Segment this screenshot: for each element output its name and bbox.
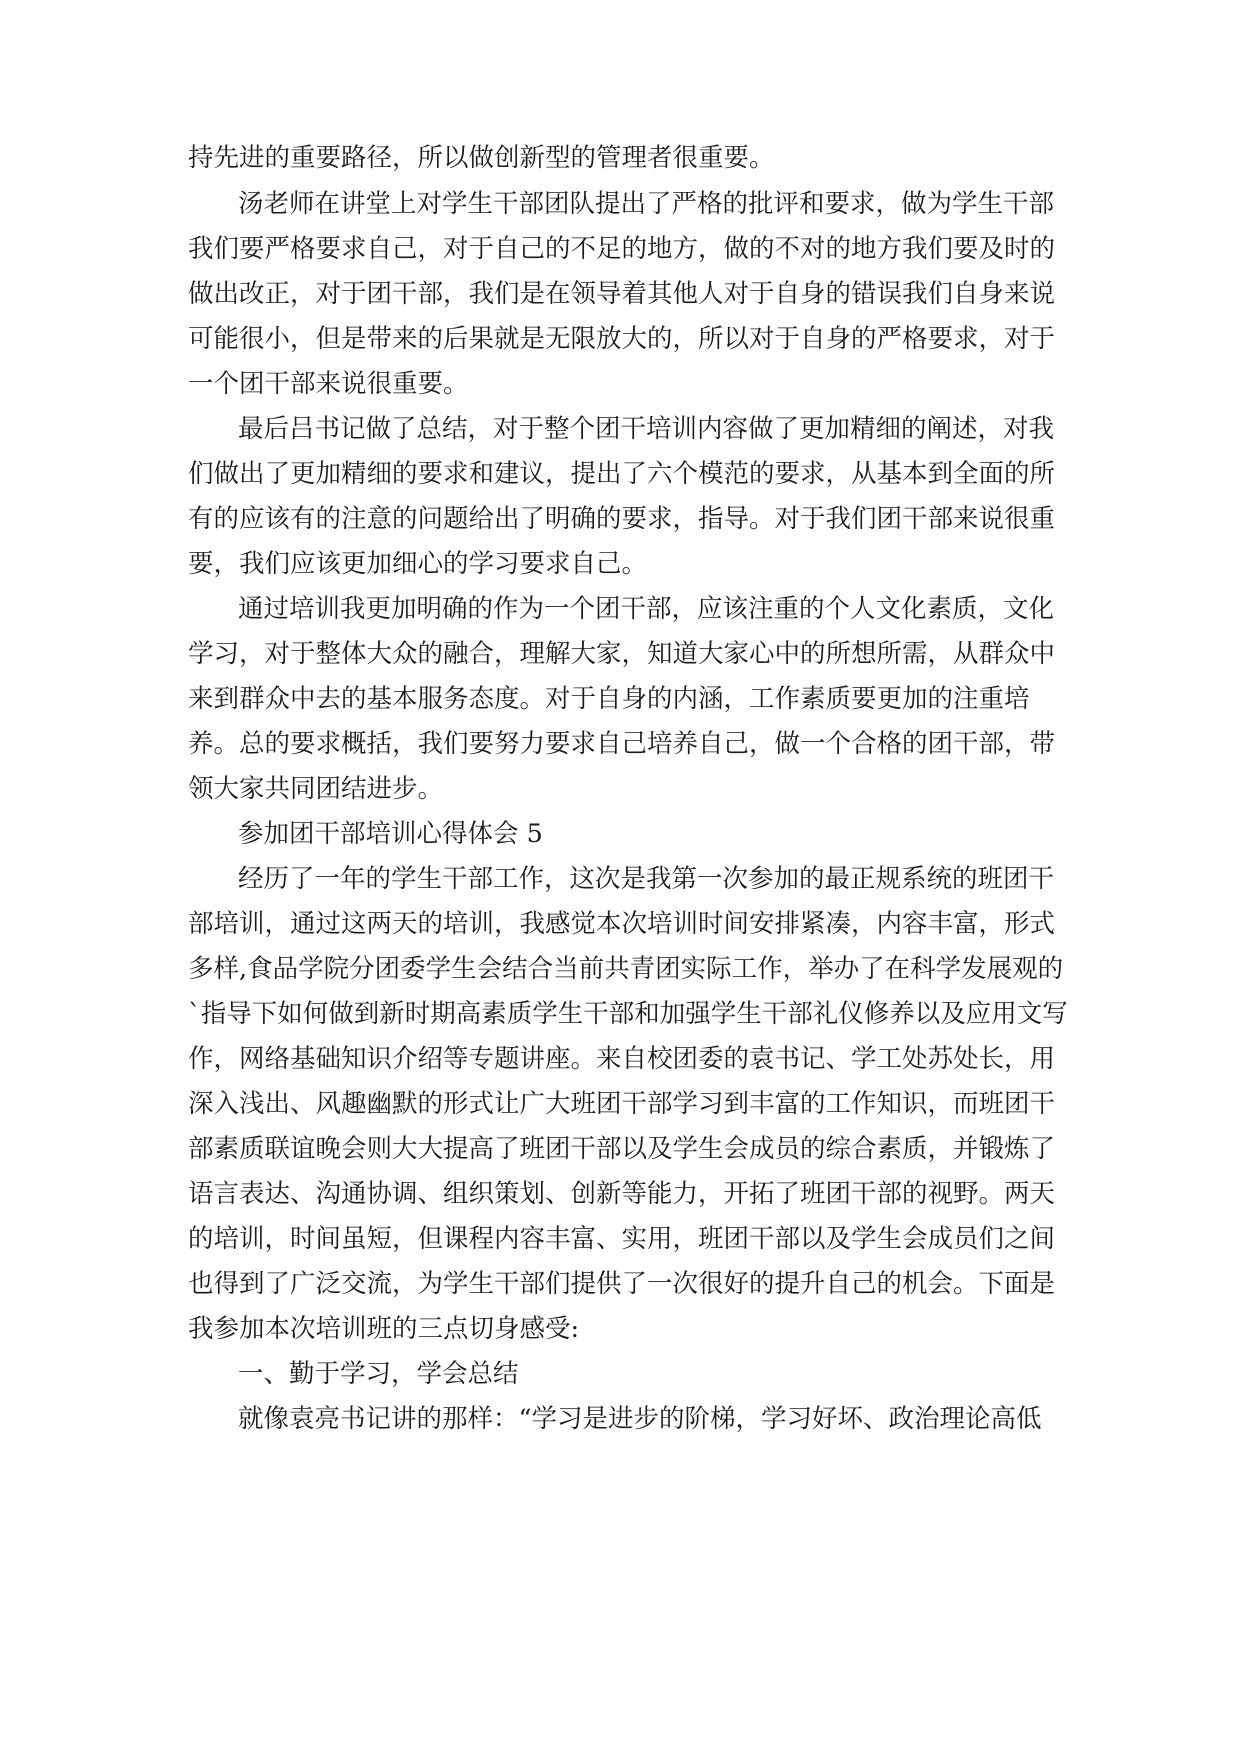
text-line: 深入浅出、风趣幽默的形式让广大班团干部学习到丰富的工作知识，而班团干 [188,1089,1056,1119]
text-line: 养。总的要求概括，我们要努力要求自己培养自己，做一个合格的团干部，带 [188,729,1056,759]
text-line: `指导下如何做到新时期高素质学生干部和加强学生干部礼仪修养以及应用文写 [188,999,1068,1029]
text-line: 通过培训我更加明确的作为一个团干部，应该注重的个人文化素质，文化 [238,594,1055,624]
text-line: 经历了一年的学生干部工作，这次是我第一次参加的最正规系统的班团干 [238,864,1055,894]
text-line: 有的应该有的注意的问题给出了明确的要求，指导。对于我们团干部来说很重 [188,504,1056,534]
text-line: 部培训，通过这两天的培训，我感觉本次培训时间安排紧凑，内容丰富，形式 [188,909,1056,939]
text-line: 也得到了广泛交流，为学生干部们提供了一次很好的提升自己的机会。下面是 [188,1269,1056,1299]
text-line: 最后吕书记做了总结，对于整个团干培训内容做了更加精细的阐述，对我 [238,414,1055,444]
text-line: 多样,食品学院分团委学生会结合当前共青团实际工作，举办了在科学发展观的 [188,954,1064,984]
text-line: 我参加本次培训班的三点切身感受: [188,1314,580,1344]
subheading: 一、勤于学习，学会总结 [238,1359,519,1389]
text-line: 部素质联谊晚会则大大提高了班团干部以及学生会成员的综合素质，并锻炼了 [188,1134,1056,1164]
text-line: 我们要严格要求自己，对于自己的不足的地方，做的不对的地方我们要及时的 [188,234,1056,264]
text-line: 来到群众中去的基本服务态度。对于自身的内涵，工作素质要更加的注重培 [188,684,1030,714]
text-line: 的培训，时间虽短，但课程内容丰富、实用，班团干部以及学生会成员们之间 [188,1224,1056,1254]
text-line: 持先进的重要路径，所以做创新型的管理者很重要。 [188,143,775,173]
text-line: 学习，对于整体大众的融合，理解大家，知道大家心中的所想所需，从群众中 [188,639,1056,669]
text-line: 领大家共同团结进步。 [188,774,444,804]
text-line: 作，网络基础知识介绍等专题讲座。来自校团委的袁书记、学工处苏处长，用 [188,1044,1056,1074]
text-line: 可能很小，但是带来的后果就是无限放大的，所以对于自身的严格要求，对于 [188,324,1056,354]
text-line: 语言表达、沟通协调、组织策划、创新等能力，开拓了班团干部的视野。两天 [188,1179,1056,1209]
text-line: 一个团干部来说很重要。 [188,369,469,399]
text-line: 汤老师在讲堂上对学生干部团队提出了严格的批评和要求，做为学生干部 [238,189,1055,219]
text-line: 做出改正，对于团干部，我们是在领导着其他人对于自身的错误我们自身来说 [188,279,1056,309]
section-heading: 参加团干部培训心得体会 5 [238,819,543,849]
text-line: 就像袁亮书记讲的那样：“学习是进步的阶梯，学习好坏、政治理论高低 [238,1404,1042,1434]
text-line: 们做出了更加精细的要求和建议，提出了六个模范的要求，从基本到全面的所 [188,459,1056,489]
text-line: 要，我们应该更加细心的学习要求自己。 [188,549,648,579]
